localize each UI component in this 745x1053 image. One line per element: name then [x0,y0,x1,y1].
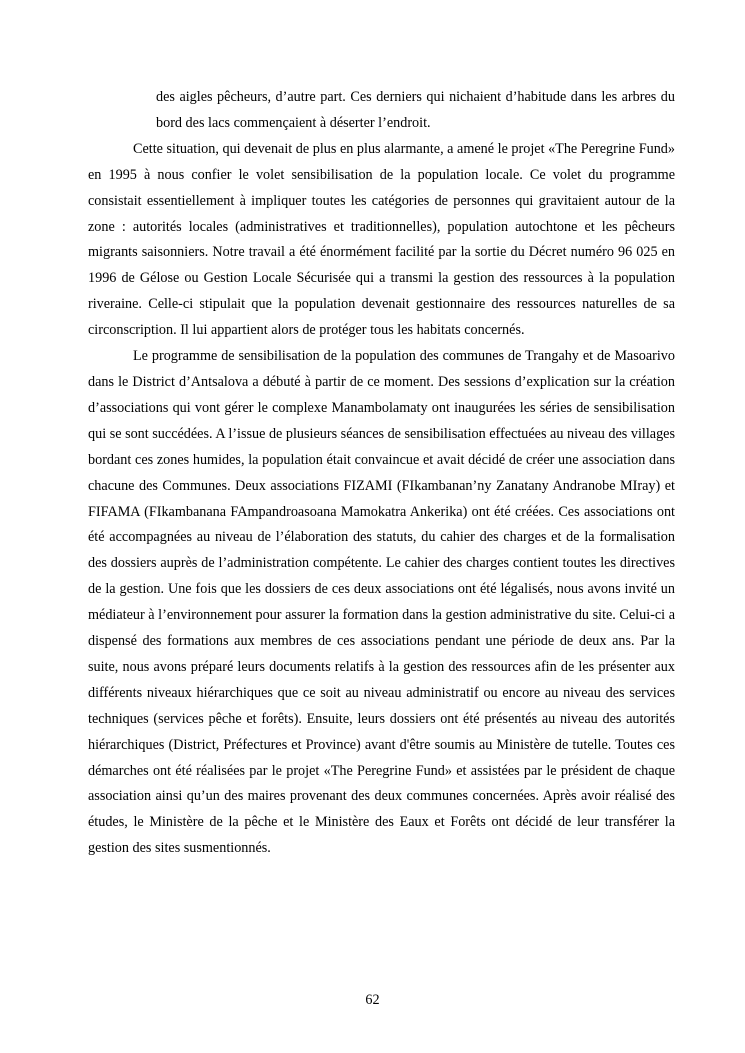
body-text [88,85,675,862]
list-item-continuation: des aigles pêcheurs, d’autre part. Ces derniers qui nichaient d’habitude dans les arbres du bord des lacs commençaient à déserter l’endroit. [156,89,675,131]
paragraph-situation: Cette situation, qui devenait de plus en plus alarmante, a amené le projet «The Peregrine Fund» en 1995 à nous confier le volet sensibilisation de la population locale. Ce volet du programme consistait essentiellement à impliquer toutes les catégories de personnes qui gravitaient autour de la zone : autorités locales (administratives et traditionnelles), population autochtone et les pêcheurs migrants saisonniers. Notre travail a été énormément facilité par la sortie du Décret numéro 96 025 en 1996 de Gélose ou Gestion Locale Sécurisée qui a transmi la gestion des ressources à la population riveraine. Celle-ci stipulait que la population devenait gestionnaire des ressources naturelles de sa circonscription. Il lui appartient alors de protéger tous les habitats concernés. [88,140,675,339]
page-number: 62 [365,992,380,1008]
paragraph-programme: Le programme de sensibilisation de la population des communes de Trangahy et de Masoarivo dans le District d’Antsalova a débuté à partir de ce moment. Des sessions d’explication sur la création d’associations qui vont gérer le complexe Manambolamaty ont inaugurées les séries de sensibilisation qui se sont succédées. A l’issue de plusieurs séances de sensibilisation effectuées au niveau des villages bordant ces zones humides, la population était convaincue et avait décidé de créer une association dans chacune des Communes. Deux associations FIZAMI (FIkambanan’ny Zanatany Andranobe MIray) et FIFAMA (FIkambanana FAmpandroasoana Mamokatra Ankerika) ont été créées. Ces associations ont été accompagnées au niveau de l’élaboration des statuts, du cahier des charges et de la formalisation des dossiers auprès de l’administration compétente. Le cahier des charges contient toutes les directives de la gestion. Une fois que les dossiers de ces deux associations ont été légalisés, nous avons invité un médiateur à l’environnement pour assurer la formation dans la gestion administrative du site. Celui-ci a dispensé des formations aux membres de ces associations pendant une période de deux ans. Par la suite, nous avons préparé leurs documents relatifs à la gestion des ressources afin de les présenter aux différents niveaux hiérarchiques que ce soit au niveau administratif ou encore au niveau des services techniques (services pêche et forêts). Ensuite, leurs dossiers ont été présentés au niveau des autorités hiérarchiques (District, Préfectures et Province) avant d'être soumis au Ministère de tutelle. Toutes ces démarches ont été réalisées par le projet «The Peregrine Fund» et assistées par le président de chaque association ainsi qu’un des maires provenant des deux communes concernées. Après avoir réalisé des études, le Ministère de la pêche et le Ministère des Eaux et Forêts ont décidé de leur transférer la gestion des sites susmentionnés. [88,348,675,857]
